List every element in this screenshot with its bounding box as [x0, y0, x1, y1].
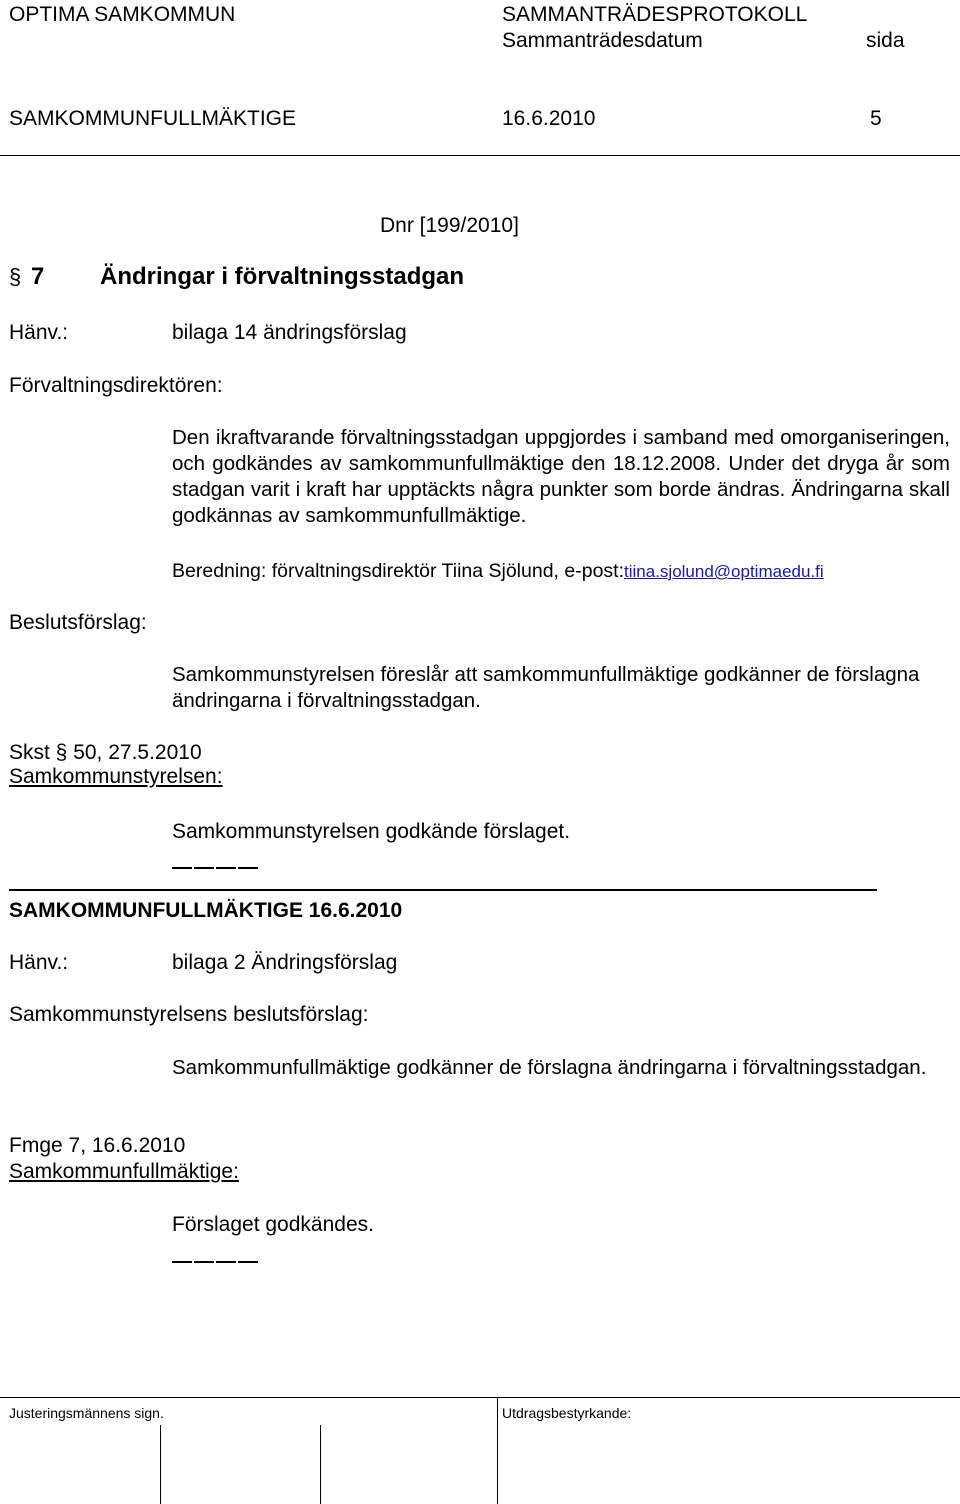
- header-org: OPTIMA SAMKOMMUN: [9, 3, 236, 26]
- footer-signature-label: Justeringsmännens sign.: [9, 1405, 164, 1421]
- dash-separator: [216, 1261, 236, 1263]
- board-reference: Skst § 50, 27.5.2010: [9, 741, 202, 764]
- section-title: Ändringar i förvaltningsstadgan: [100, 263, 465, 290]
- proposal-text: Samkommunstyrelsen föreslår att samkommunfullmäktige godkänner de förslagna ändringarna i förvaltningsstadgan.: [172, 663, 920, 712]
- dash-separator: [194, 867, 214, 869]
- council-reference: Fmge 7, 16.6.2010: [9, 1134, 186, 1157]
- section-divider: [9, 889, 877, 891]
- council-decision: Förslaget godkändes.: [172, 1213, 374, 1236]
- attachment-text: bilaga 14 ändringsförslag: [172, 321, 407, 344]
- header-date-label: Sammanträdesdatum: [502, 29, 703, 52]
- header-date: 16.6.2010: [502, 107, 596, 130]
- director-label: Förvaltningsdirektören:: [9, 374, 223, 397]
- preparation-text: Beredning: förvaltningsdirektör Tiina Sjölund, e-post:: [172, 560, 625, 582]
- attachment-text-2: bilaga 2 Ändringsförslag: [172, 951, 398, 974]
- proposal-label: Beslutsförslag:: [9, 611, 147, 634]
- board-proposal-text: Samkommunfullmäktige godkänner de förslagna ändringarna i förvaltningsstadgan.: [172, 1056, 927, 1079]
- section-number: 7: [31, 263, 45, 290]
- header-divider: [0, 155, 960, 156]
- council-heading: SAMKOMMUNFULLMÄKTIGE 16.6.2010: [9, 899, 403, 922]
- header-doc-type: SAMMANTRÄDESPROTOKOLL: [502, 3, 808, 26]
- council-label: Samkommunfullmäktige:: [9, 1160, 239, 1183]
- dash-separator: [238, 867, 258, 869]
- dash-separator: [172, 867, 192, 869]
- footer-column-line: [320, 1425, 321, 1504]
- dash-separator: [172, 1261, 192, 1263]
- dash-separator: [216, 867, 236, 869]
- board-proposal-label: Samkommunstyrelsens beslutsförslag:: [9, 1003, 369, 1026]
- director-text: Den ikraftvarande förvaltningsstadgan uppgjordes i samband med omorganiseringen, och godkändes av samkommunfullmäktige den 18.12.2008. Under det dryga år som stadgan varit i kraft har upptäckts några punkter som borde ändras. Ändringarna skall godkännas av samkommunfullmäktige.: [172, 426, 950, 527]
- footer-column-line: [497, 1397, 498, 1504]
- dash-separator: [194, 1261, 214, 1263]
- diary-number: Dnr [199/2010]: [380, 214, 519, 237]
- email-link[interactable]: tiina.sjolund@optimaedu.fi: [624, 562, 824, 581]
- attachment-label: Hänv.:: [9, 321, 69, 344]
- footer-certification-label: Utdragsbestyrkande:: [502, 1405, 632, 1421]
- footer-column-line: [160, 1425, 161, 1504]
- header-page-label: sida: [866, 29, 905, 52]
- footer-top-border: [0, 1397, 960, 1398]
- dash-separator: [238, 1261, 258, 1263]
- preparation-line: [172, 558, 824, 585]
- attachment-label-2: Hänv.:: [9, 951, 69, 974]
- header-body: SAMKOMMUNFULLMÄKTIGE: [9, 107, 297, 130]
- header-page-number: 5: [870, 107, 882, 130]
- section-paragraph-icon: §: [9, 264, 22, 289]
- board-decision: Samkommunstyrelsen godkände förslaget.: [172, 820, 571, 843]
- board-label: Samkommunstyrelsen:: [9, 765, 223, 788]
